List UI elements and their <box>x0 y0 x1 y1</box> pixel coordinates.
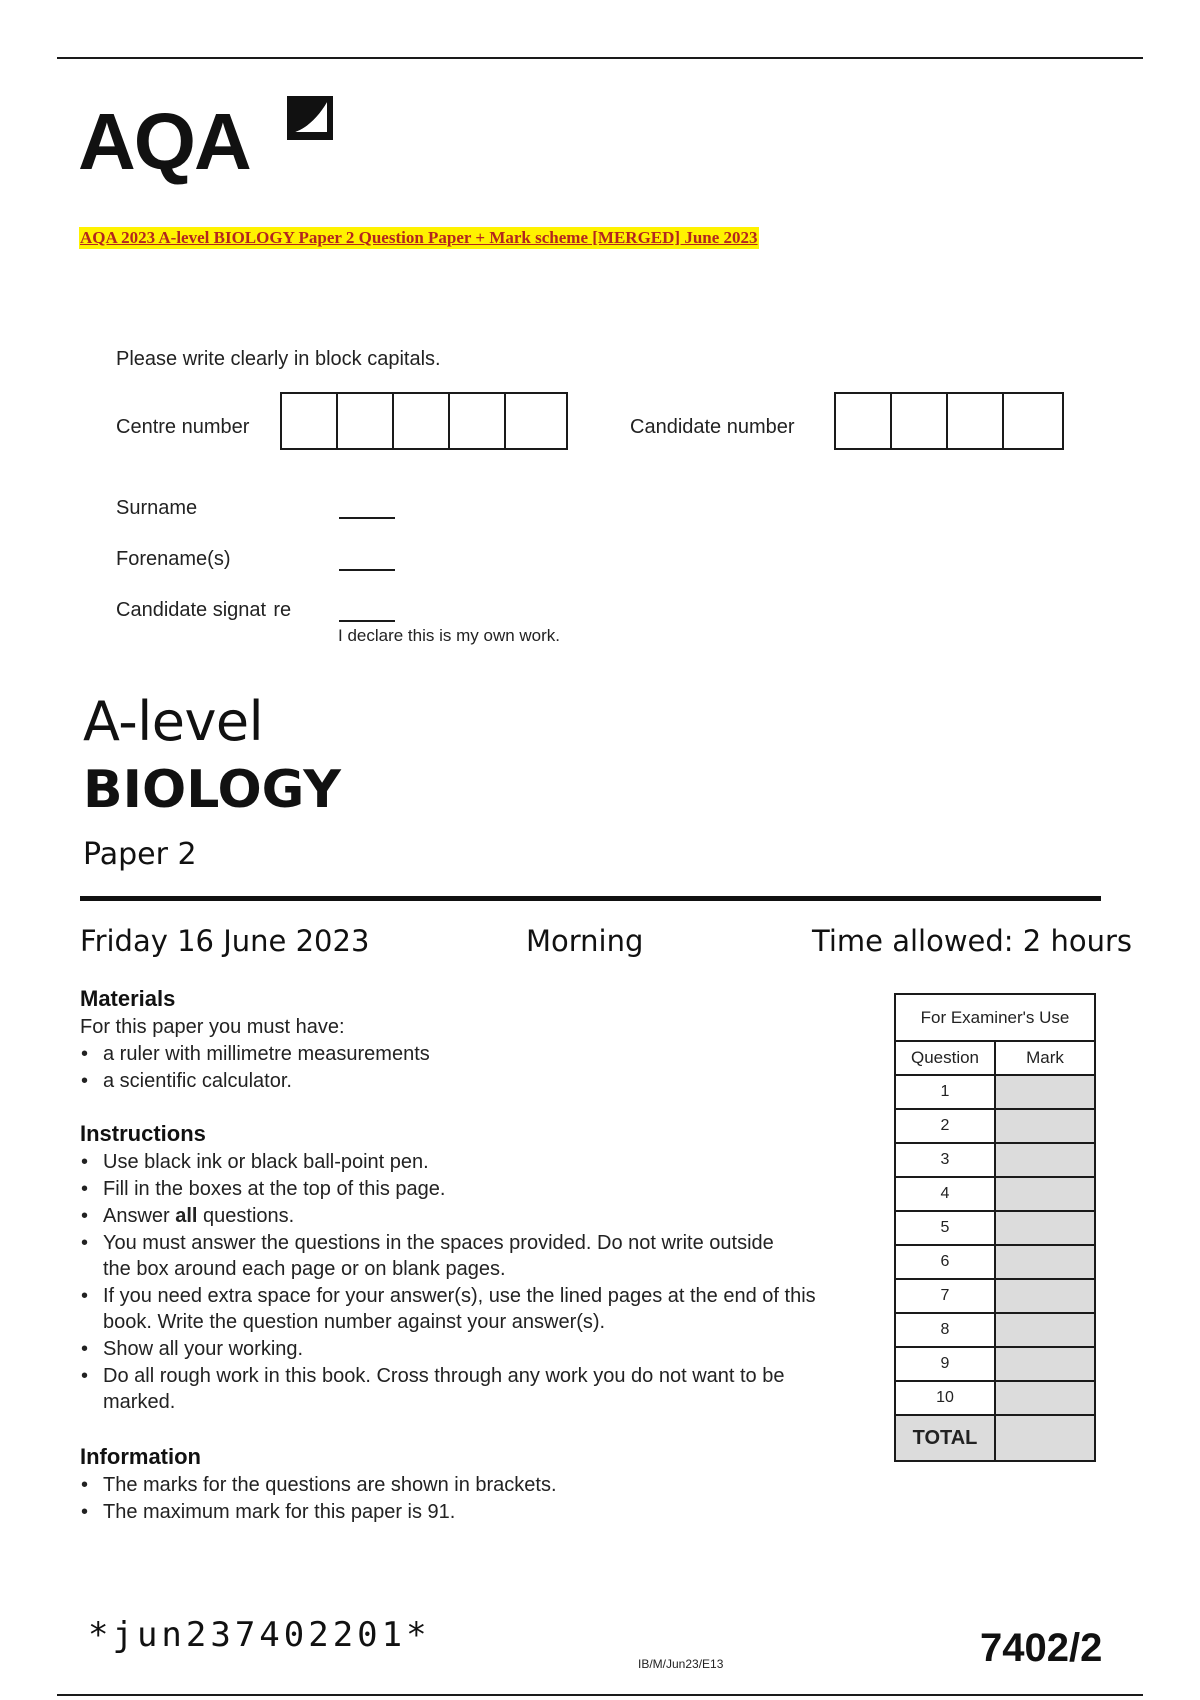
table-row <box>896 1178 1094 1212</box>
total-row <box>896 1416 1094 1460</box>
list-item: • If you need extra space for your answer(s), use the lined pages at the end of this book. Write the question number against your answer(s). <box>80 1283 860 1335</box>
mark-cell <box>996 1280 1094 1312</box>
declaration-text: I declare this is my own work. <box>338 626 561 645</box>
qualification-level: A-level <box>83 690 264 753</box>
materials-intro: For this paper you must have: <box>80 1016 345 1038</box>
bottom-rule <box>57 1694 1143 1696</box>
examiner-use-table <box>894 993 1096 1462</box>
candidate-number-box[interactable] <box>892 394 948 448</box>
paper-code: 7402/2 <box>980 1626 1103 1670</box>
list-item: • The marks for the questions are shown in brackets. <box>80 1472 880 1498</box>
question-number: 9 <box>896 1348 996 1380</box>
examiner-table-heading: For Examiner's Use <box>896 995 1094 1042</box>
total-label: TOTAL <box>896 1416 996 1460</box>
table-row <box>896 1144 1094 1178</box>
barcode-text: *jun237402201* <box>88 1615 431 1655</box>
paper-number: Paper 2 <box>83 837 197 872</box>
surname-field[interactable] <box>339 517 395 519</box>
table-row <box>896 1348 1094 1382</box>
surname-label: Surname <box>116 497 198 519</box>
table-row <box>896 1212 1094 1246</box>
table-row <box>896 1382 1094 1416</box>
list-item: • Show all your working. <box>80 1336 880 1362</box>
question-number: 3 <box>896 1144 996 1176</box>
candidate-number-label: Candidate number <box>630 416 795 438</box>
information-list <box>80 1472 880 1525</box>
instructions-list <box>80 1149 880 1415</box>
document-reference: IB/M/Jun23/E13 <box>638 1657 724 1671</box>
aqa-logo-mark-icon <box>283 90 339 148</box>
examiner-table-header-row <box>896 1042 1094 1076</box>
mark-cell <box>996 1314 1094 1346</box>
logo-text: AQA <box>78 97 250 186</box>
exam-date: Friday 16 June 2023 <box>80 924 370 958</box>
mark-cell <box>996 1178 1094 1210</box>
answer-all-prefix: Answer <box>103 1205 176 1227</box>
candidate-number-boxes[interactable] <box>834 392 1064 450</box>
candidate-number-box[interactable] <box>836 394 892 448</box>
instructions-section <box>80 1121 880 1416</box>
question-column-header: Question <box>896 1042 996 1074</box>
question-number: 6 <box>896 1246 996 1278</box>
exam-session: Morning <box>526 924 644 958</box>
table-row <box>896 1246 1094 1280</box>
centre-number-box[interactable] <box>338 394 394 448</box>
list-item: • a ruler with millimetre measurements <box>80 1041 880 1067</box>
materials-section <box>80 986 880 1095</box>
information-section <box>80 1444 880 1526</box>
instructions-heading: Instructions <box>80 1121 206 1146</box>
block-capitals-instruction: Please write clearly in block capitals. <box>116 348 441 370</box>
centre-number-box[interactable] <box>506 394 562 448</box>
mark-cell <box>996 1076 1094 1108</box>
list-item: • The maximum mark for this paper is 91. <box>80 1499 880 1525</box>
question-number: 8 <box>896 1314 996 1346</box>
table-row <box>896 1110 1094 1144</box>
question-number: 7 <box>896 1280 996 1312</box>
centre-number-box[interactable] <box>282 394 338 448</box>
document-banner[interactable]: AQA 2023 A-level BIOLOGY Paper 2 Question Paper + Mark scheme [MERGED] June 2023 <box>80 228 758 247</box>
centre-number-boxes[interactable] <box>280 392 568 450</box>
answer-all-bold: all <box>175 1205 198 1227</box>
mark-cell <box>996 1246 1094 1278</box>
answer-all-suffix: questions. <box>197 1205 295 1227</box>
title-divider <box>80 896 1101 901</box>
mark-cell <box>996 1382 1094 1414</box>
question-number: 4 <box>896 1178 996 1210</box>
list-item: • Do all rough work in this book. Cross through any work you do not want to be marked. <box>80 1363 820 1415</box>
forenames-label: Forename(s) <box>116 548 231 570</box>
table-row <box>896 1076 1094 1110</box>
question-number: 2 <box>896 1110 996 1142</box>
top-rule <box>57 57 1143 59</box>
list-item: • a scientific calculator. <box>80 1068 880 1094</box>
list-item: • Fill in the boxes at the top of this page. <box>80 1176 880 1202</box>
materials-heading: Materials <box>80 986 176 1011</box>
signature-field[interactable] <box>339 620 395 622</box>
centre-number-box[interactable] <box>394 394 450 448</box>
aqa-logo <box>78 88 348 188</box>
candidate-number-box[interactable] <box>1004 394 1060 448</box>
forenames-field[interactable] <box>339 569 395 571</box>
list-item <box>80 1203 880 1229</box>
mark-cell <box>996 1212 1094 1244</box>
table-row <box>896 1314 1094 1348</box>
question-number: 1 <box>896 1076 996 1108</box>
mark-cell <box>996 1144 1094 1176</box>
centre-number-box[interactable] <box>450 394 506 448</box>
table-row <box>896 1280 1094 1314</box>
mark-column-header: Mark <box>996 1042 1094 1074</box>
mark-cell <box>996 1110 1094 1142</box>
centre-number-label: Centre number <box>116 416 250 438</box>
signature-label: Candidate signat re <box>116 599 292 621</box>
total-mark-cell <box>996 1416 1094 1460</box>
subject-title: BIOLOGY <box>83 760 341 820</box>
list-item: • You must answer the questions in the spaces provided. Do not write outside the box around each page or on blank pages. <box>80 1230 780 1282</box>
mark-cell <box>996 1348 1094 1380</box>
materials-list <box>80 1041 880 1094</box>
candidate-number-box[interactable] <box>948 394 1004 448</box>
information-heading: Information <box>80 1444 201 1469</box>
question-number: 5 <box>896 1212 996 1244</box>
list-item: • Use black ink or black ball-point pen. <box>80 1149 880 1175</box>
question-number: 10 <box>896 1382 996 1414</box>
time-allowed: Time allowed: 2 hours <box>812 924 1132 958</box>
